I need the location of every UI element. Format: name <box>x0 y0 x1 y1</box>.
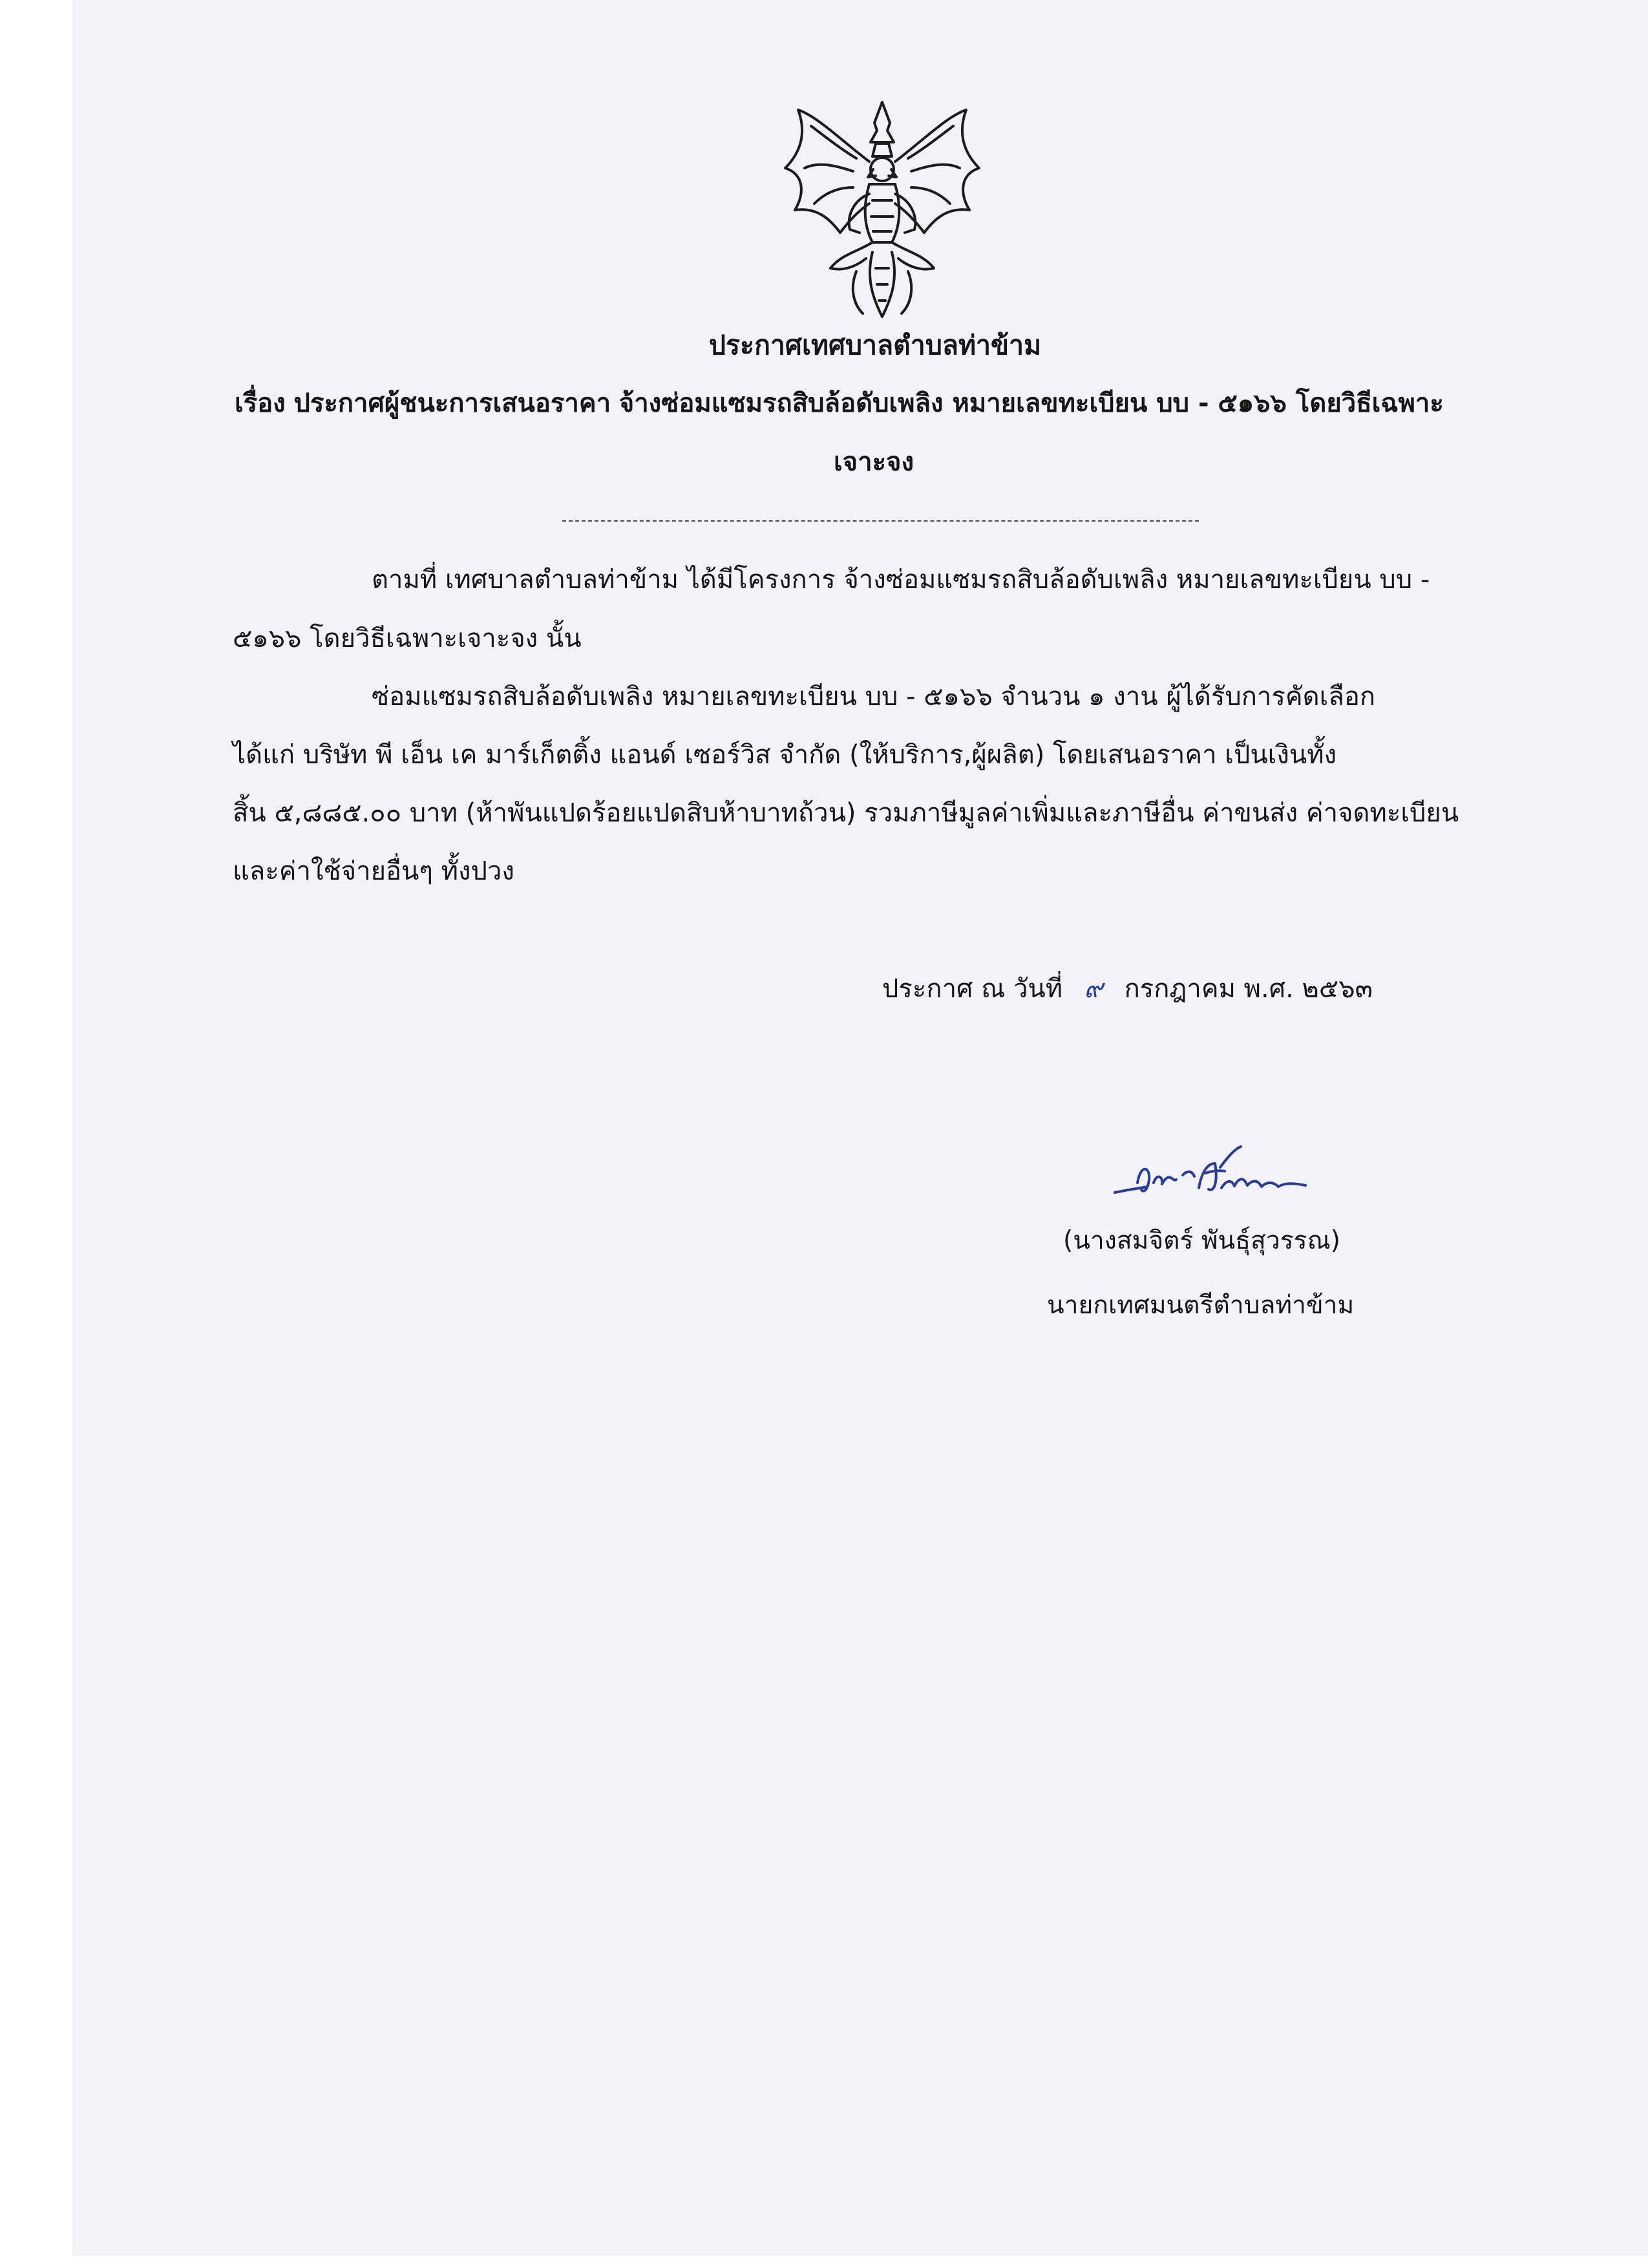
subject-label: เรื่อง <box>235 388 286 418</box>
p1-project-label: ได้มีโครงการ <box>686 565 836 595</box>
subject-line-2: เจาะจง <box>834 447 914 477</box>
paragraph-2-line-1 <box>372 684 1375 710</box>
announcement-date <box>882 976 1373 1002</box>
date-month-year: กรกฎาคม พ.ศ. ๒๕๖๓ <box>1124 974 1373 1004</box>
subject-detail: จ้างซ่อมแซมรถสิบล้อดับเพลิง หมายเลขทะเบียน บบ - ๕๑๖๖ โดยวิธีเฉพาะ <box>618 388 1444 418</box>
p1-method: ๕๑๖๖ โดยวิธีเฉพาะเจาะจง <box>233 624 538 653</box>
garuda-emblem-icon <box>779 97 986 323</box>
p2-amount-label: เป็นเงินทั้ง <box>1225 740 1337 770</box>
paragraph-1-line-1 <box>372 567 1430 593</box>
scan-margin <box>0 2256 1648 2268</box>
p2-total-label: สิ้น <box>233 798 266 828</box>
paragraph-2-line-3 <box>233 800 1459 826</box>
paragraph-1-line-2 <box>233 626 582 652</box>
date-day: ๙ <box>1084 974 1103 1004</box>
announcement-title: ประกาศเทศบาลตำบลท่าข้าม <box>709 330 1042 361</box>
p2-awardee-label: ได้แก่ <box>233 740 295 770</box>
p1-intro: ตามที่ เทศบาลตำบลท่าข้าม <box>372 565 679 595</box>
paragraph-2-line-2 <box>233 742 1336 768</box>
signature-icon <box>1112 1144 1318 1205</box>
p2-awardee-name: บริษัท พี เอ็น เค มาร์เก็ตติ้ง แอนด์ เซอร์วิส จำกัด (ให้บริการ,ผู้ผลิต) <box>302 740 1045 770</box>
p2-amount-detail: ๕,๘๘๕.๐๐ บาท (ห้าพันแปดร้อยแปดสิบห้าบาทถ้วน) รวมภาษีมูลค่าเพิ่มและภาษีอื่น ค่าขนส่ง ค่าจดทะเบียน <box>274 798 1459 828</box>
paragraph-2-line-4: และค่าใช้จ่ายอื่นๆ ทั้งปวง <box>233 856 514 886</box>
p2-job: ซ่อมแซมรถสิบล้อดับเพลิง หมายเลขทะเบียน บบ - ๕๑๖๖ จำนวน ๑ งาน <box>372 682 1158 712</box>
signatory-position: นายกเทศมนตรีตำบลท่าข้าม <box>1047 1291 1355 1320</box>
signatory-name: (นางสมจิตร์ พันธุ์สุวรรณ) <box>1063 1226 1341 1255</box>
p2-offer-label: โดยเสนอราคา <box>1053 740 1217 770</box>
header-divider <box>562 520 1199 522</box>
p1-project-name: จ้างซ่อมแซมรถสิบล้อดับเพลิง หมายเลขทะเบียน บบ - <box>843 565 1430 595</box>
date-prefix: ประกาศ ณ วันที่ <box>882 974 1063 1004</box>
p2-selected-label: ผู้ได้รับการคัดเลือก <box>1166 682 1376 712</box>
subject-title: ประกาศผู้ชนะการเสนอราคา <box>293 388 611 418</box>
subject-line-1 <box>235 390 1444 416</box>
p1-end: นั้น <box>545 624 582 653</box>
